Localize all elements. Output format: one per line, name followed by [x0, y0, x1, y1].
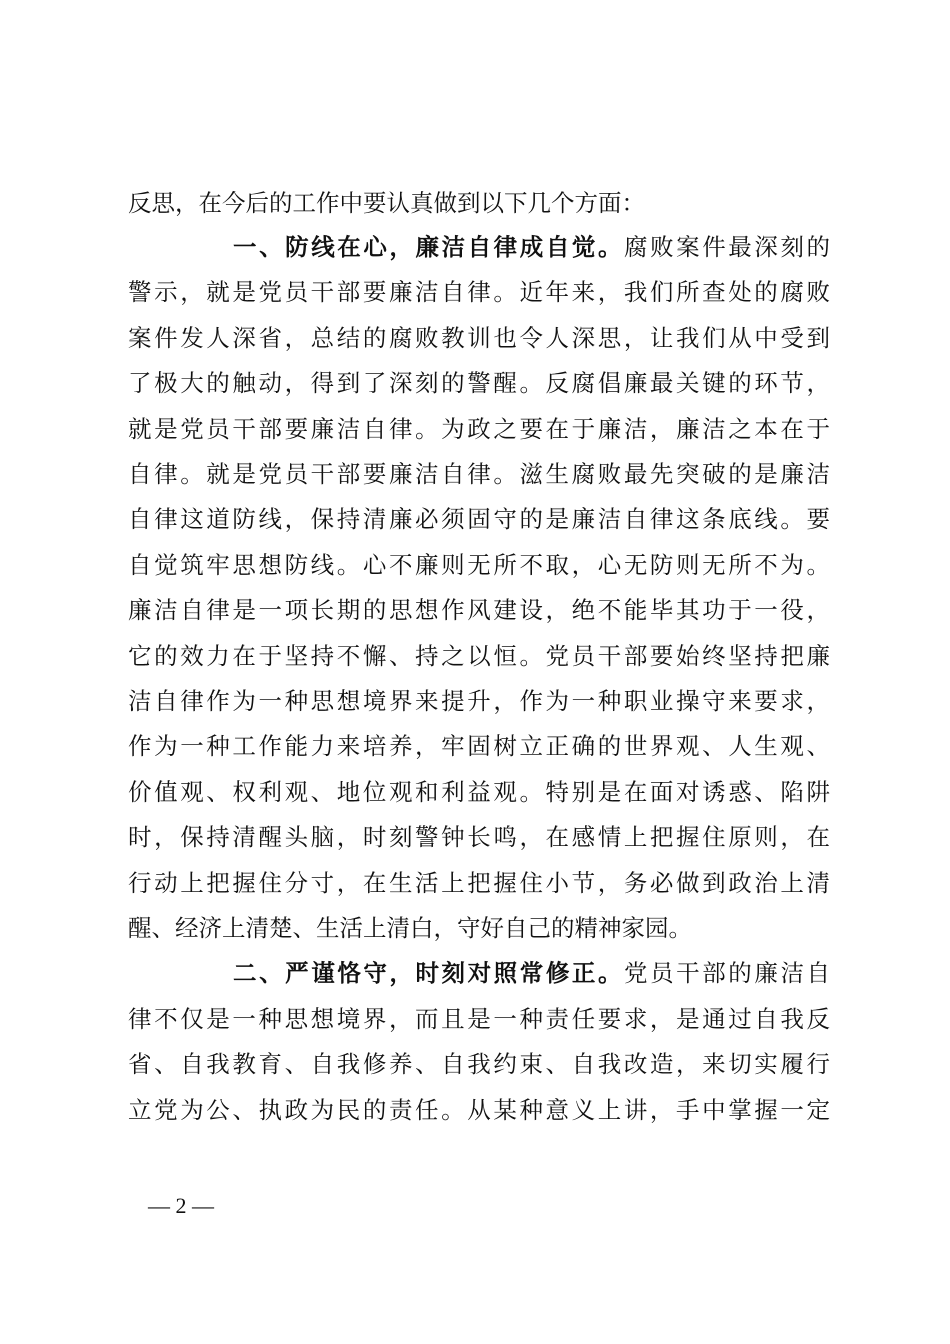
text-line: 行动上把握住分寸，在生活上把握住小节，务必做到政治上清	[128, 869, 830, 897]
section-heading-line	[233, 951, 830, 995]
text-line: 了极大的触动，得到了深刻的警醒。反腐倡廉最关键的环节，	[128, 369, 830, 397]
section-heading: 二、严谨恪守，时刻对照常修正。	[233, 959, 625, 987]
text-line: 洁自律作为一种思想境界来提升，作为一种职业操守来要求，	[128, 687, 830, 715]
page-number: — 2 —	[148, 1193, 214, 1218]
text-line: 醒、经济上清楚、生活上清白，守好自己的精神家园。	[128, 914, 692, 942]
text-line: 价值观、权利观、地位观和利益观。特别是在面对诱惑、陷阱	[128, 778, 830, 806]
text-line: 它的效力在于坚持不懈、持之以恒。党员干部要始终坚持把廉	[128, 642, 830, 670]
text-line: 警示，就是党员干部要廉洁自律。近年来，我们所查处的腐败	[128, 278, 830, 306]
section-heading: 一、防线在心，廉洁自律成自觉。	[233, 233, 625, 261]
text-line: 自觉筑牢思想防线。心不廉则无所不取，心无防则无所不为。	[128, 551, 830, 579]
text-segment: 腐败案件最深刻的	[624, 233, 830, 261]
text-line: 立党为公、执政为民的责任。从某种意义上讲，手中掌握一定	[128, 1096, 830, 1124]
text-line: 案件发人深省，总结的腐败教训也令人深思，让我们从中受到	[128, 324, 830, 352]
text-line: 作为一种工作能力来培养，牢固树立正确的世界观、人生观、	[128, 732, 830, 760]
text-line: 就是党员干部要廉洁自律。为政之要在于廉洁，廉洁之本在于	[128, 415, 830, 443]
section-heading-line	[233, 225, 830, 269]
text-line: 律不仅是一种思想境界，而且是一种责任要求，是通过自我反	[128, 1005, 830, 1033]
text-line: 时，保持清醒头脑，时刻警钟长鸣，在感情上把握住原则，在	[128, 823, 830, 851]
text-segment: 党员干部的廉洁自	[624, 959, 830, 987]
text-line: 反思，在今后的工作中要认真做到以下几个方面：	[128, 189, 645, 217]
text-line: 廉洁自律是一项长期的思想作风建设，绝不能毕其功于一役，	[128, 596, 830, 624]
text-line: 自律这道防线，保持清廉必须固守的是廉洁自律这条底线。要	[128, 505, 830, 533]
text-line: 自律。就是党员干部要廉洁自律。滋生腐败最先突破的是廉洁	[128, 460, 830, 488]
text-line: 省、自我教育、自我修养、自我约束、自我改造，来切实履行	[128, 1050, 830, 1078]
